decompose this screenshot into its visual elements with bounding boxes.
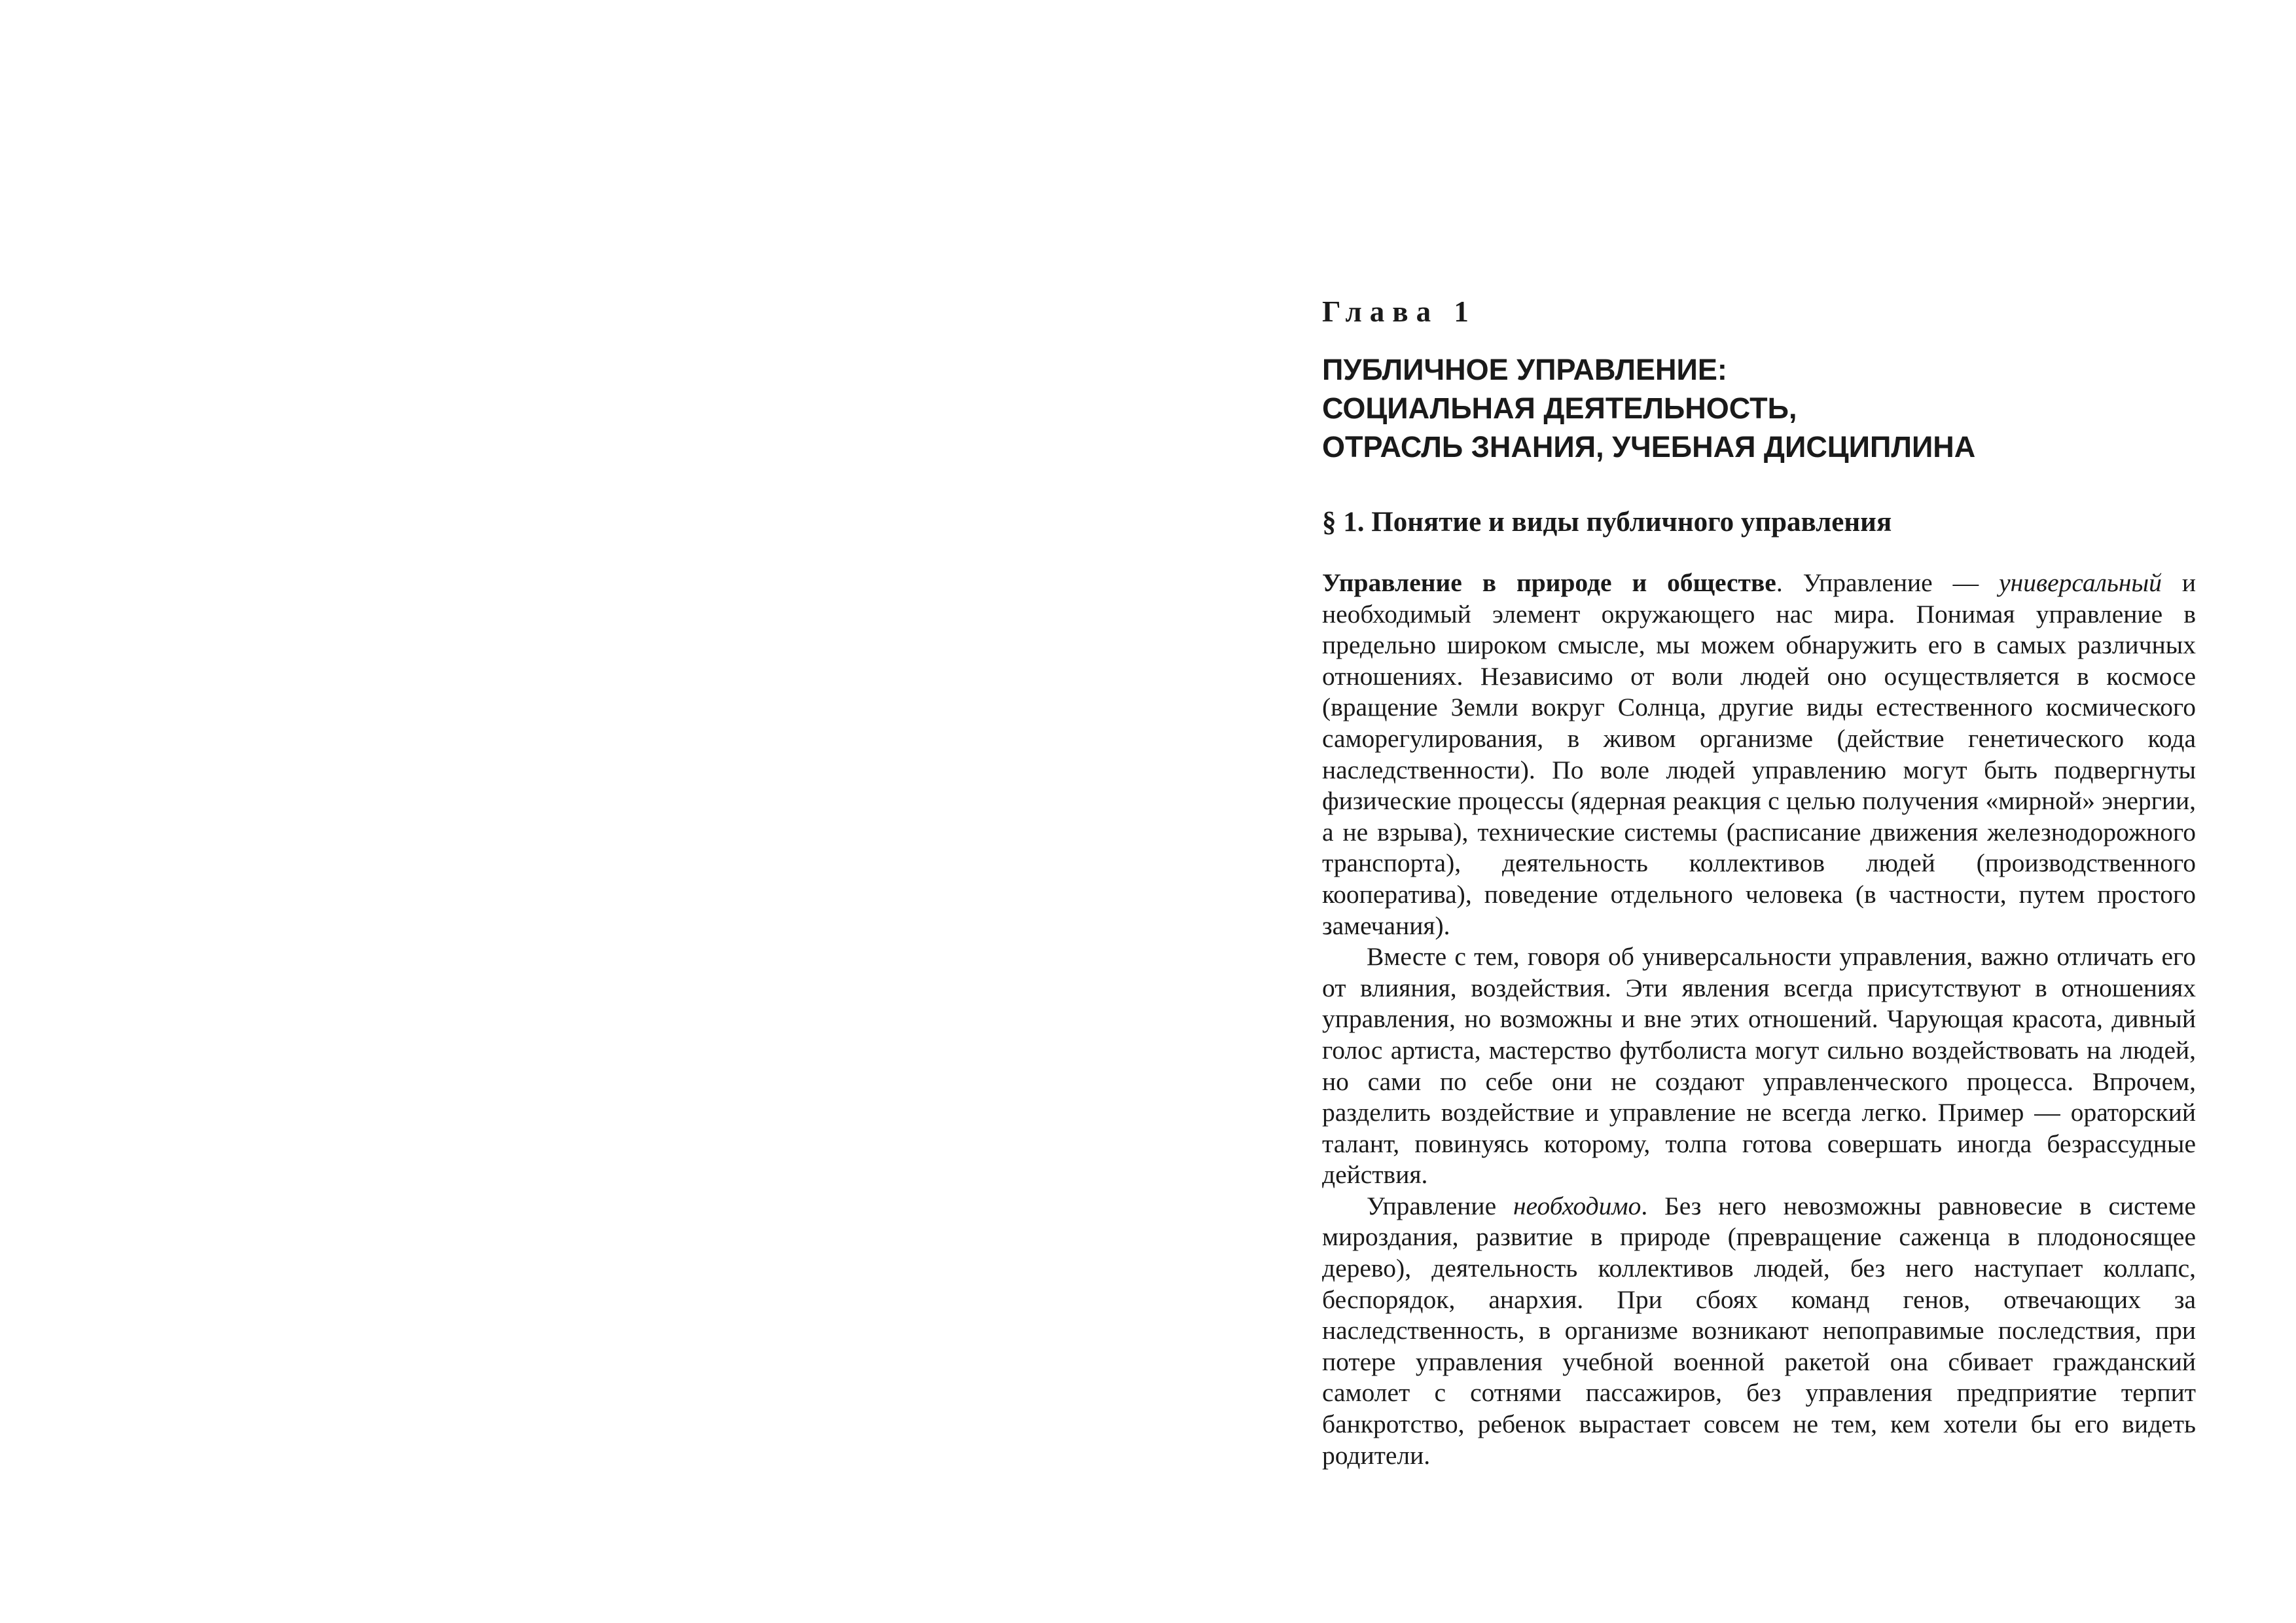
- paragraph: Вместе с тем, говоря об универсальности управления, важно отличать его от влияния, воздействия. Эти явления всегда присутствуют в отношениях управления, но возможны и вне этих отношений. Чарующая красота, дивный голос артиста, мастерство футболиста могут сильно воздействовать на людей, но сами по себе они не создают управленческого процесса. Впрочем, разделить воздействие и управление не всегда легко. Пример — ораторский талант, повинуясь которому, толпа готова совершать иногда безрассудные действия.: [1322, 942, 2196, 1190]
- body-text: [1322, 568, 2196, 1471]
- paragraph: [1322, 1191, 2196, 1471]
- chapter-title-line: ПУБЛИЧНОЕ УПРАВЛЕНИЕ:: [1322, 353, 1727, 386]
- emphasis: необходимо: [1513, 1191, 1641, 1220]
- paragraph-text: и необходимый элемент окружающего нас мира. Понимая управление в предельно широком смысле, мы можем обнаружить его в самых различных отношениях. Независимо от воли людей оно осуществляется в космосе (вращение Земли вокруг Солнца, другие виды естественного космического саморегулирования, в живом организме (действие генетического кода наследственности). По воле людей управлению могут быть подвергнуты физические процессы (ядерная реакция с целью получения «мирной» энергии, а не взрыва), технические системы (расписание движения железнодорожного транспорта), деятельность коллективов людей (производственного кооператива), поведение отдельного человека (в частности, путем простого замечания).: [1322, 568, 2196, 940]
- chapter-label: Глава 1: [1322, 295, 1477, 328]
- paragraph-text: . Управление —: [1776, 568, 2000, 597]
- paragraph-lead: Управление в природе и обществе: [1322, 568, 1776, 597]
- chapter-title-line: ОТРАСЛЬ ЗНАНИЯ, УЧЕБНАЯ ДИСЦИПЛИНА: [1322, 430, 1976, 464]
- paragraph-text: . Без него невозможны равновесие в системе мироздания, развитие в природе (превращение саженца в плодоносящее дерево), деятельность коллективов людей, без него наступает коллапс, беспорядок, анархия. При сбоях команд генов, отвечающих за наследственность, в организме возникают непоправимые последствия, при потере управления учебной военной ракетой она сбивает гражданский самолет с сотнями пассажиров, без управления предприятие терпит банкротство, ребенок вырастает совсем не тем, кем хотели бы его видеть родители.: [1322, 1191, 2196, 1470]
- chapter-title: [1322, 350, 2196, 466]
- emphasis: универсальный: [1999, 568, 2162, 597]
- paragraph: [1322, 568, 2196, 941]
- paragraph-text: Управление: [1367, 1191, 1513, 1220]
- right-page: [1322, 288, 2196, 1471]
- chapter-title-line: СОЦИАЛЬНАЯ ДЕЯТЕЛЬНОСТЬ,: [1322, 392, 1797, 425]
- section-heading: § 1. Понятие и виды публичного управления: [1322, 507, 1892, 538]
